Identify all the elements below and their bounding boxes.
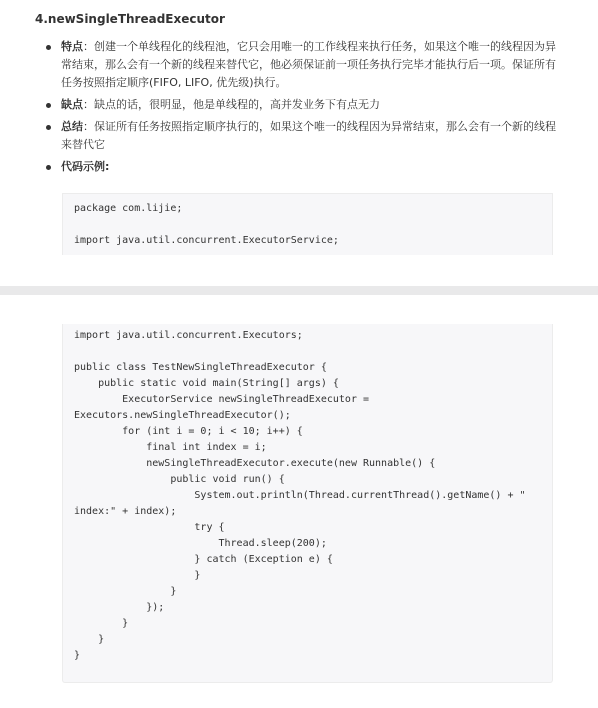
section-heading: 4.newSingleThreadExecutor — [35, 12, 225, 26]
code-line: try { — [74, 522, 225, 533]
bullet-dot-icon — [46, 125, 51, 130]
list-item-drawback — [0, 96, 598, 114]
code-line: }); — [74, 602, 165, 613]
code-line: } — [74, 618, 129, 629]
list-item-text: ：创建一个单线程化的线程池，它只会用唯一的工作线程来执行任务，如果这个唯一的线程因为异常结束，那么会有一个新的线程来替代它，他必须保证前一项任务执行完毕才能执行后一项。保证所有任务按照指定顺序(FIFO, LIFO, 优先级)执行。 — [61, 40, 556, 89]
code-line: } catch (Exception e) { — [74, 554, 333, 565]
code-lines-bottom — [74, 328, 526, 664]
code-block-bottom[interactable] — [62, 324, 553, 683]
code-line: for (int i = 0; i < 10; i++) { — [74, 426, 303, 437]
code-line — [74, 217, 339, 233]
code-line: public void run() { — [74, 474, 285, 485]
code-line: public class TestNewSingleThreadExecutor { — [74, 362, 327, 373]
bullet-dot-icon — [46, 45, 51, 50]
code-lines-top — [74, 201, 339, 249]
list-item-label: 特点 — [61, 40, 83, 53]
list-item-label: 缺点 — [61, 98, 83, 111]
code-line: Thread.sleep(200); — [74, 538, 327, 549]
list-item-label: 代码示例: — [61, 160, 110, 173]
code-line: } — [74, 650, 81, 661]
code-line: Executors.newSingleThreadExecutor(); — [74, 410, 291, 421]
bullet-dot-icon — [46, 165, 51, 170]
article-top-section — [0, 0, 598, 258]
code-line: } — [74, 586, 177, 597]
code-line: System.out.println(Thread.currentThread().getName() + " — [74, 490, 526, 501]
feature-list — [0, 38, 598, 180]
code-line: newSingleThreadExecutor.execute(new Runnable() { — [74, 458, 436, 469]
code-line: } — [74, 634, 105, 645]
code-line: import java.util.concurrent.Executors; — [74, 330, 303, 341]
page-break-divider — [0, 286, 598, 295]
code-line: public static void main(String[] args) { — [74, 378, 339, 389]
code-line: import java.util.concurrent.ExecutorService; — [74, 235, 339, 246]
code-line: final int index = i; — [74, 442, 267, 453]
code-line: } — [74, 570, 201, 581]
list-item-feature — [0, 38, 598, 92]
list-item-code-example — [0, 158, 598, 176]
code-line: index:" + index); — [74, 506, 177, 517]
code-line — [74, 344, 526, 360]
bullet-dot-icon — [46, 103, 51, 108]
code-line: ExecutorService newSingleThreadExecutor = — [74, 394, 370, 405]
list-item-label: 总结 — [61, 120, 83, 133]
list-item-text: ：保证所有任务按照指定顺序执行的，如果这个唯一的线程因为异常结束，那么会有一个新的线程来替代它 — [61, 120, 556, 151]
code-line: package com.lijie; — [74, 203, 183, 214]
list-item-summary — [0, 118, 598, 154]
list-item-text: ：缺点的话，很明显，他是单线程的，高并发业务下有点无力 — [83, 98, 380, 111]
code-block-top[interactable] — [62, 193, 553, 255]
